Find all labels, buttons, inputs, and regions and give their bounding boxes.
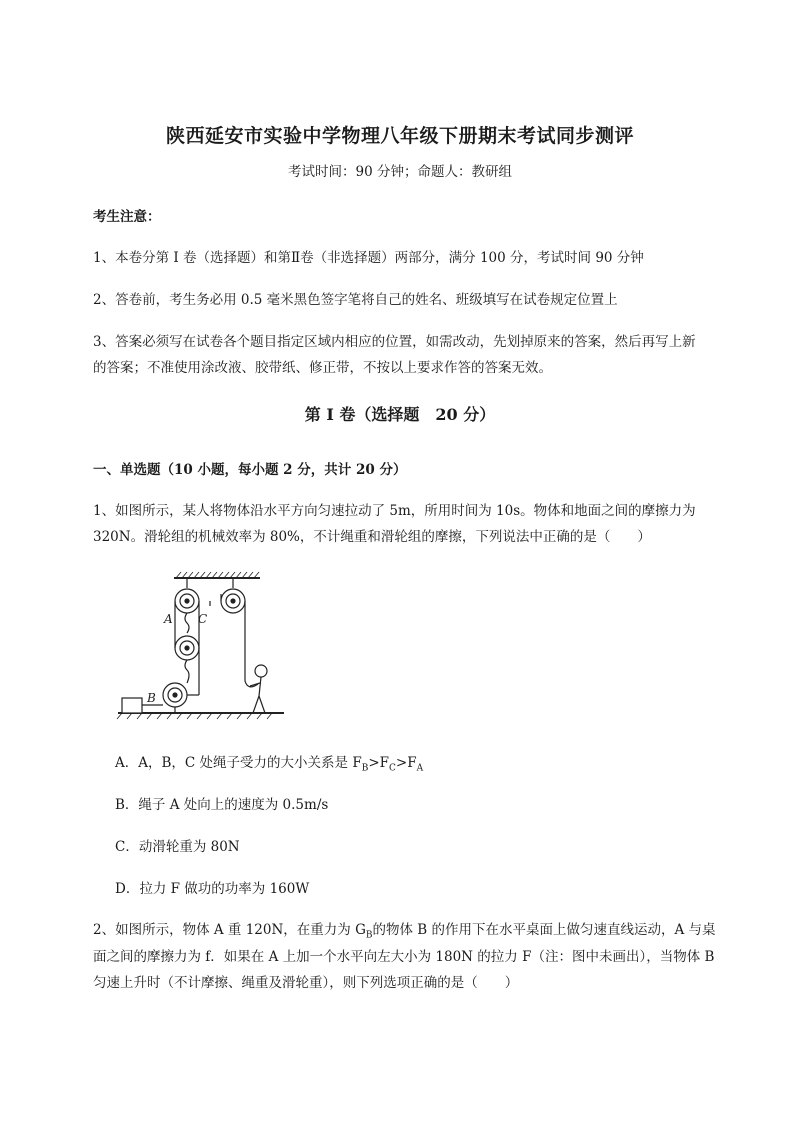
notice-item-2: 2、答卷前，考生务必用 0.5 毫米黑色签字笔将自己的姓名、班级填写在试卷规定位置上 — [93, 292, 618, 308]
subscript-a: A — [416, 763, 424, 774]
pulley-diagram — [112, 566, 288, 721]
label-c: C — [198, 612, 208, 626]
notice-item-3-cont: 的答案；不准使用涂改液、胶带纸、修正带，不按以上要求作答的答案无效。 — [93, 360, 552, 376]
greater-than-f-2: >F — [395, 755, 417, 771]
q2-stem-line2: 面之间的摩擦力为 f．如果在 A 上加一个水平向左大小为 180N 的拉力 F（注：图中未画出），当物体 B — [93, 949, 715, 965]
q2-stem-line3: 匀速上升时（不计摩擦、绳重及滑轮重），则下列选项正确的是（ ） — [93, 975, 519, 991]
label-a: A — [164, 612, 173, 626]
subscript-c: C — [389, 763, 396, 774]
q2-line1-prefix: 2、如图所示，物体 A 重 120N，在重力为 G — [93, 922, 366, 938]
section-title: 第 I 卷（选择题 20 分） — [304, 405, 496, 424]
notice-heading: 考生注意： — [93, 209, 161, 225]
q2-line1-suffix: 的物体 B 的作用下在水平桌面上做匀速直线运动，A 与桌 — [372, 922, 716, 938]
q1-option-b[interactable]: B．绳子 A 处向上的速度为 0.5m/s — [115, 797, 329, 813]
q1-stem-line2: 320N。滑轮组的机械效率为 80%，不计绳重和滑轮组的摩擦，下列说法中正确的是（ ） — [93, 529, 651, 545]
q1-stem-line1: 1、如图所示，某人将物体沿水平方向匀速拉动了 5m，所用时间为 10s。物体和地面之间的摩擦力为 — [93, 503, 696, 519]
part-heading: 一、单选题（10 小题，每小题 2 分，共计 20 分） — [93, 462, 407, 478]
greater-than-f: >F — [368, 755, 390, 771]
q1-option-c[interactable]: C．动滑轮重为 80N — [115, 839, 240, 855]
label-b: B — [147, 691, 156, 705]
q1-option-a[interactable] — [115, 751, 423, 774]
subscript-b: B — [361, 763, 369, 774]
q1-option-d[interactable]: D．拉力 F 做功的功率为 160W — [115, 881, 310, 897]
q1-option-a-text: A．A，B，C 处绳子受力的大小关系是 F — [115, 755, 362, 771]
exam-info: 考试时间：90 分钟；命题人：教研组 — [288, 164, 512, 180]
notice-item-3: 3、答案必须写在试卷各个题目指定区域内相应的位置，如需改动，先划掉原来的答案，然后再写上新 — [93, 334, 696, 350]
q2-stem-line1 — [93, 918, 716, 941]
subscript-gb: B — [365, 930, 373, 941]
pulley-system-figure — [112, 566, 288, 721]
page-title: 陕西延安市实验中学物理八年级下册期末考试同步测评 — [165, 125, 634, 147]
notice-item-1: 1、本卷分第 I 卷（选择题）和第Ⅱ卷（非选择题）两部分，满分 100 分，考试时间 90 分钟 — [93, 250, 644, 266]
